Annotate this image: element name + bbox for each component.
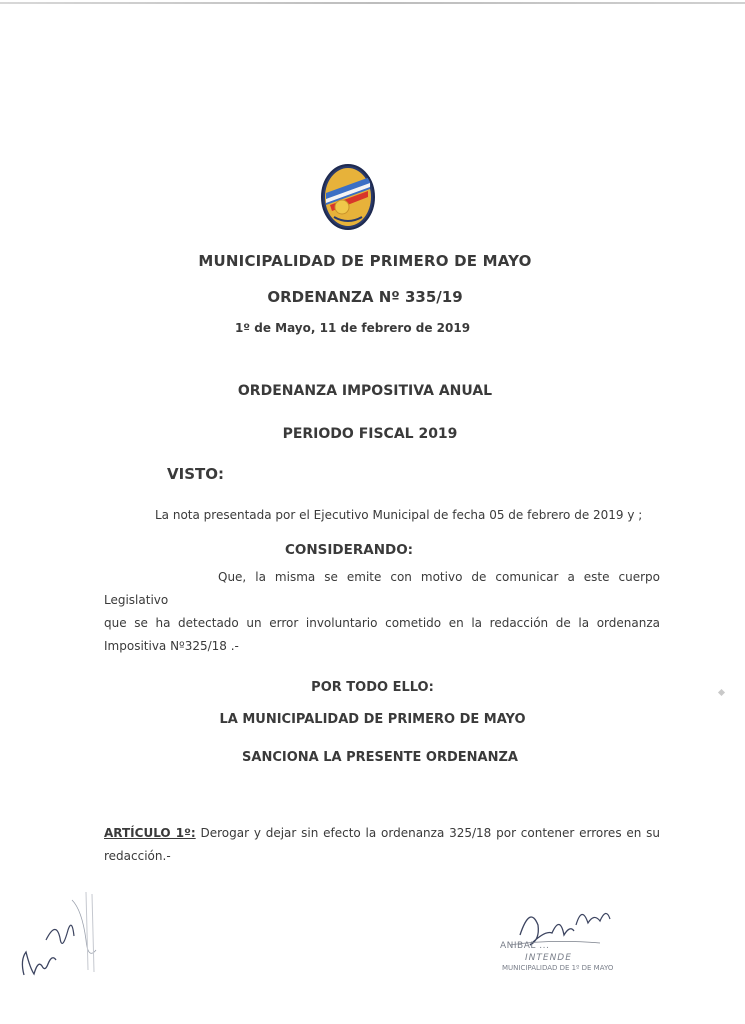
- left-signature-icon: [12, 880, 112, 990]
- municipality-sanctions: LA MUNICIPALIDAD DE PRIMERO DE MAYO: [219, 712, 526, 727]
- considerando-rest: que se ha detectado un error involuntario cometido en la redacción de la ordenanza Impositiva Nº325/18 .-: [104, 616, 660, 653]
- considerando-line1: Que, la misma se emite con motivo de comunicar a este cuerpo Legislativo: [104, 570, 660, 607]
- municipal-seal-icon: [320, 163, 376, 231]
- municipality-heading: MUNICIPALIDAD DE PRIMERO DE MAYO: [198, 252, 532, 270]
- considerando-heading: CONSIDERANDO:: [285, 542, 414, 558]
- stamp-title: INTENDE: [525, 953, 572, 963]
- stamp-name: ANIBAL ...: [500, 941, 550, 951]
- article-1-text: Derogar y dejar sin efecto la ordenanza 325/18 por contener errores en su redacción.-: [104, 826, 661, 863]
- article-1-label: ARTÍCULO 1º:: [104, 826, 196, 840]
- ordinance-title: ORDENANZA IMPOSITIVA ANUAL: [237, 383, 493, 399]
- scan-edge-line: [0, 2, 745, 4]
- article-1: [104, 822, 660, 868]
- place-date: 1º de Mayo, 11 de febrero de 2019: [234, 321, 471, 335]
- fiscal-period: PERIODO FISCAL 2019: [282, 426, 458, 442]
- ordinance-number: ORDENANZA Nº 335/19: [267, 288, 463, 306]
- considerando-text: [104, 566, 660, 658]
- visto-heading: VISTO:: [167, 465, 224, 483]
- por-todo-ello: POR TODO ELLO:: [311, 680, 434, 695]
- visto-text: La nota presentada por el Ejecutivo Municipal de fecha 05 de febrero de 2019 y ;: [155, 508, 643, 522]
- stamp-municipality: MUNICIPALIDAD DE 1º DE MAYO: [502, 964, 614, 972]
- sanciona-heading: SANCIONA LA PRESENTE ORDENANZA: [242, 750, 518, 765]
